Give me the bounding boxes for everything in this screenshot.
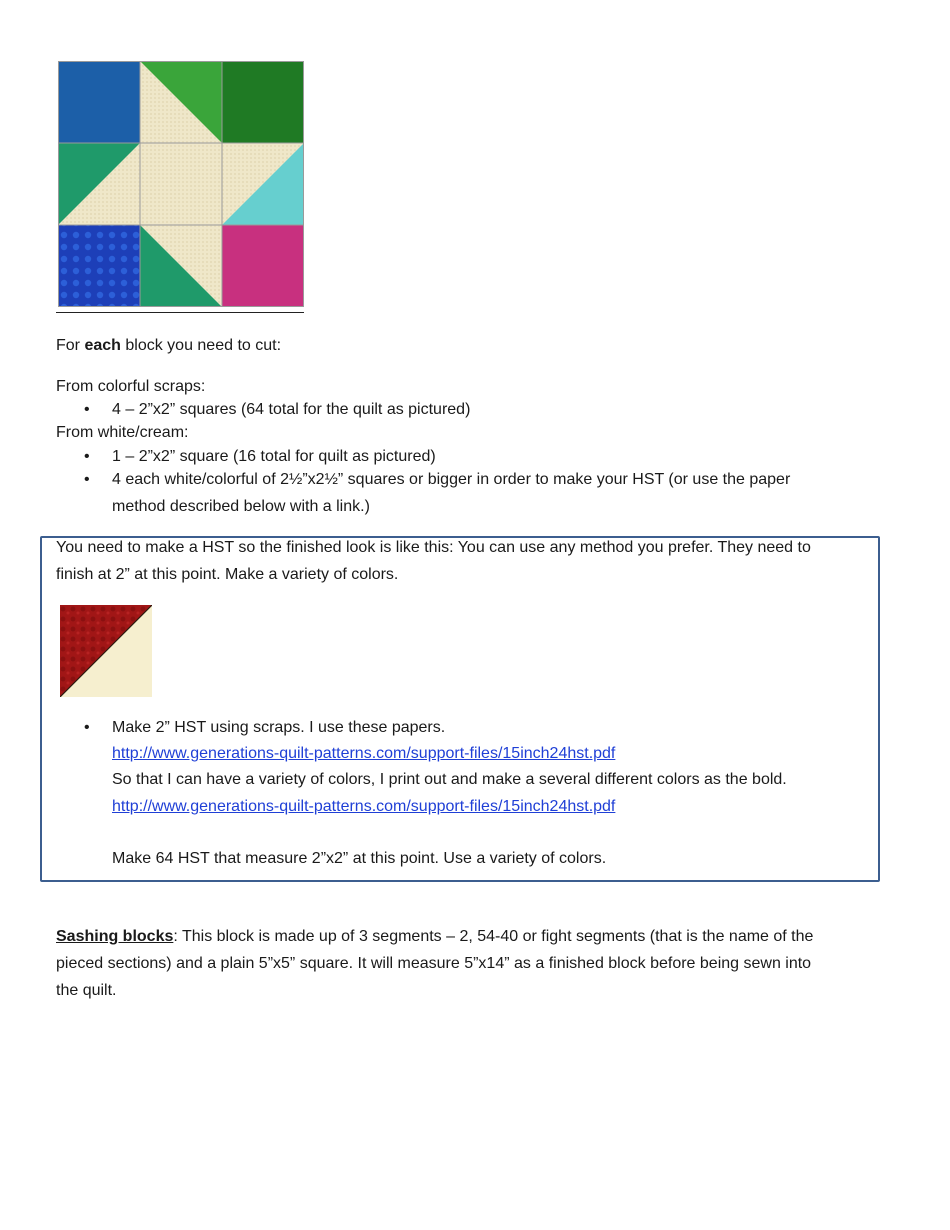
patch-blue	[58, 61, 140, 143]
colorful-item	[84, 401, 470, 419]
colorful-item-text: 4 – 2”x2” squares (64 total for the quilt as pictured)	[112, 401, 471, 418]
bullet-dot: •	[84, 448, 90, 465]
hst-instructions-box	[40, 536, 880, 882]
cut-intro-bold: each	[84, 337, 121, 354]
patch-dark-green	[222, 61, 304, 143]
bullet-dot: •	[84, 719, 90, 736]
white-item-2	[84, 471, 790, 489]
white-item-text: 4 each white/colorful of 2½”x2½” squares or bigger in order to make your HST (or use the paper	[112, 471, 791, 488]
hst-note: So that I can have a variety of colors, I print out and make a several different colors as the bold.	[112, 771, 787, 788]
sashing-line-1	[56, 928, 813, 946]
sashing-title: Sashing blocks	[56, 928, 174, 945]
hst-line-2: finish at 2” at this point. Make a variety of colors.	[56, 566, 399, 583]
patch-magenta	[222, 225, 304, 307]
white-item-2-continued: method described below with a link.)	[112, 498, 370, 515]
image-underline	[56, 312, 304, 313]
sashing-line-1-text: : This block is made up of 3 segments – 2, 54-40 or fight segments (that is the name of the	[173, 928, 814, 945]
cut-intro-pre: For	[56, 337, 85, 354]
hst-line-1: You need to make a HST so the finished look is like this: You can use any method you prefer. They need to	[56, 539, 811, 556]
hst-sample-image	[60, 605, 152, 697]
colorful-heading: From colorful scraps:	[56, 378, 206, 395]
cut-intro	[56, 337, 281, 355]
hst-bullet-text: Make 2” HST using scraps. I use these papers.	[112, 719, 446, 736]
hst-bullet	[84, 719, 445, 737]
sashing-line-2: pieced sections) and a plain 5”x5” square. It will measure 5”x14” as a finished block before being sewn into	[56, 955, 812, 972]
white-heading: From white/cream:	[56, 424, 189, 441]
cut-intro-post: block you need to cut:	[120, 337, 282, 354]
white-item-1	[84, 448, 436, 466]
patch-royal-dots	[58, 225, 140, 307]
hst-papers-link-2[interactable]: http://www.generations-quilt-patterns.com/support-files/15inch24hst.pdf	[112, 798, 616, 815]
sashing-line-3: the quilt.	[56, 982, 117, 999]
patch-center-cream	[140, 143, 222, 225]
bullet-dot: •	[84, 401, 90, 418]
hst-final-instruction: Make 64 HST that measure 2”x2” at this point. Use a variety of colors.	[112, 850, 607, 867]
hst-papers-link-1[interactable]: http://www.generations-quilt-patterns.com/support-files/15inch24hst.pdf	[112, 745, 616, 762]
white-item-text: 1 – 2”x2” square (16 total for quilt as pictured)	[112, 448, 436, 465]
bullet-dot: •	[84, 471, 90, 488]
quilt-block-image	[58, 61, 304, 307]
